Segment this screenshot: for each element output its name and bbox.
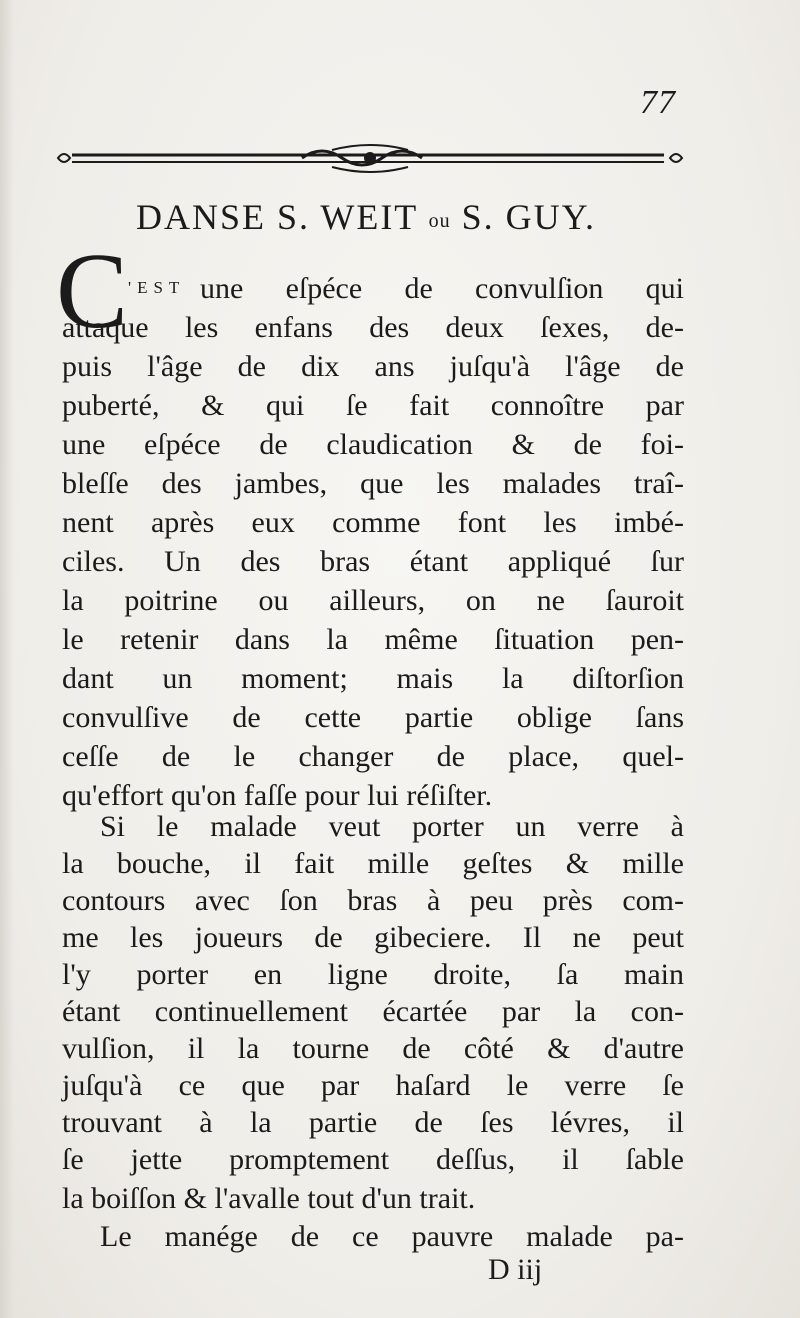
text-line: une eſpéce de convulſion qui bbox=[200, 272, 684, 305]
text-line: Si le malade veut porter un verre à bbox=[100, 810, 684, 843]
text-line: bleſſe des jambes, que les malades traî- bbox=[62, 467, 684, 500]
text-line: une eſpéce de claudication & de foi- bbox=[62, 428, 684, 461]
text-line: ciles. Un des bras étant appliqué ſur bbox=[62, 545, 684, 578]
text-line: étant continuellement écartée par la con- bbox=[62, 995, 684, 1028]
text-line: ſe jette promptement deſſus, il ſable bbox=[62, 1143, 684, 1176]
page-number: 77 bbox=[640, 84, 676, 121]
ornamental-rule-icon bbox=[52, 140, 688, 180]
text-line: la poitrine ou ailleurs, on ne ſauroit bbox=[62, 584, 684, 617]
drop-capital-tail: 'EST bbox=[128, 278, 186, 297]
text-line: qu'effort qu'on faſſe pour lui réſiſter. bbox=[62, 779, 493, 812]
signature-mark: D iij bbox=[488, 1253, 543, 1286]
chapter-title bbox=[56, 196, 676, 238]
title-part-1: DANSE S. WEIT bbox=[135, 197, 418, 237]
drop-capital: C bbox=[56, 232, 129, 351]
text-line: trouvant à la partie de ſes lévres, il bbox=[62, 1106, 684, 1139]
title-part-2: S. GUY. bbox=[461, 197, 597, 237]
text-line: ceſſe de le changer de place, quel- bbox=[62, 740, 684, 773]
text-line: puberté, & qui ſe fait connoître par bbox=[62, 389, 684, 422]
text-line: attaque les enfans des deux ſexes, de- bbox=[62, 311, 684, 344]
text-line: dant un moment; mais la diſtorſion bbox=[62, 662, 684, 695]
text-line: convulſive de cette partie oblige ſans bbox=[62, 701, 684, 734]
text-line: vulſion, il la tourne de côté & d'autre bbox=[62, 1032, 684, 1065]
text-line: l'y porter en ligne droite, ſa main bbox=[62, 958, 684, 991]
title-connector: ou bbox=[428, 210, 451, 232]
text-line: la bouche, il fait mille geſtes & mille bbox=[62, 847, 684, 880]
text-line: Le manége de ce pauvre malade pa- bbox=[100, 1220, 684, 1253]
text-line: la boiſſon & l'avalle tout d'un trait. bbox=[62, 1182, 476, 1215]
text-line: me les joueurs de gibeciere. Il ne peut bbox=[62, 921, 684, 954]
text-line: contours avec ſon bras à peu près com- bbox=[62, 884, 684, 917]
text-line: puis l'âge de dix ans juſqu'à l'âge de bbox=[62, 350, 684, 383]
text-line: le retenir dans la même ſituation pen- bbox=[62, 623, 684, 656]
text-line: nent après eux comme font les imbé- bbox=[62, 506, 684, 539]
text-line: juſqu'à ce que par haſard le verre ſe bbox=[62, 1069, 684, 1102]
page-edge-shadow bbox=[0, 0, 14, 1318]
